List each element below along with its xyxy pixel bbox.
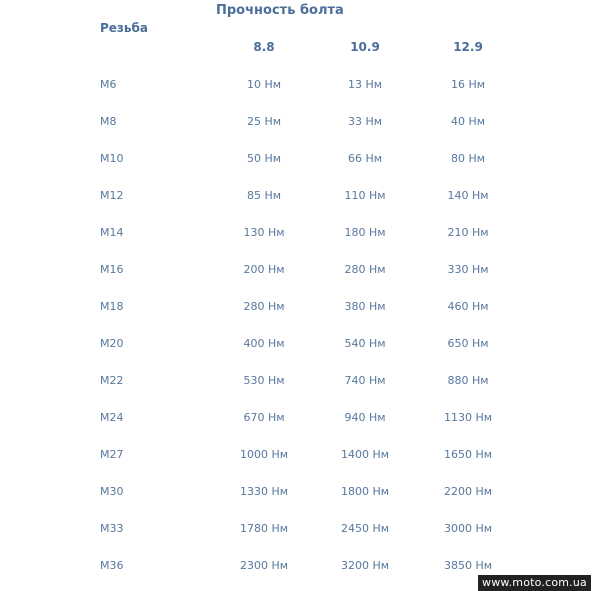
- table-row: [0, 112, 593, 132]
- torque-value: 400 Нм: [243, 337, 285, 350]
- torque-value: 1000 Нм: [239, 448, 289, 461]
- thread-column-header: Резьба: [100, 21, 148, 35]
- torque-value: 2300 Нм: [239, 559, 289, 572]
- torque-value: 1650 Нм: [443, 448, 493, 461]
- torque-value: 3200 Нм: [340, 559, 390, 572]
- torque-value: 3850 Нм: [443, 559, 493, 572]
- torque-value: 10 Нм: [246, 78, 282, 91]
- table-row: [0, 519, 593, 539]
- thread-size: M10: [100, 152, 124, 165]
- thread-size: M30: [100, 485, 124, 498]
- thread-size: M8: [100, 115, 117, 128]
- torque-value: 380 Нм: [344, 300, 386, 313]
- table-row: [0, 556, 593, 576]
- torque-value: 530 Нм: [243, 374, 285, 387]
- thread-size: M27: [100, 448, 124, 461]
- torque-value: 670 Нм: [243, 411, 285, 424]
- thread-size: M12: [100, 189, 124, 202]
- torque-value: 2450 Нм: [340, 522, 390, 535]
- table-row: [0, 334, 593, 354]
- torque-value: 80 Нм: [450, 152, 486, 165]
- torque-value: 280 Нм: [243, 300, 285, 313]
- thread-size: M22: [100, 374, 124, 387]
- thread-size: M24: [100, 411, 124, 424]
- torque-value: 940 Нм: [344, 411, 386, 424]
- torque-value: 1780 Нм: [239, 522, 289, 535]
- thread-size: M33: [100, 522, 124, 535]
- torque-value: 330 Нм: [447, 263, 489, 276]
- table-row: [0, 186, 593, 206]
- torque-value: 650 Нм: [447, 337, 489, 350]
- torque-value: 880 Нм: [447, 374, 489, 387]
- torque-value: 2200 Нм: [443, 485, 493, 498]
- torque-value: 33 Нм: [347, 115, 383, 128]
- torque-value: 280 Нм: [344, 263, 386, 276]
- table-title: Прочность болта: [216, 3, 344, 18]
- torque-value: 1330 Нм: [239, 485, 289, 498]
- table-row: [0, 408, 593, 428]
- torque-value: 16 Нм: [450, 78, 486, 91]
- table-row: [0, 297, 593, 317]
- torque-value: 50 Нм: [246, 152, 282, 165]
- table-row: [0, 482, 593, 502]
- torque-value: 180 Нм: [344, 226, 386, 239]
- torque-value: 210 Нм: [447, 226, 489, 239]
- table-row: [0, 75, 593, 95]
- torque-value: 13 Нм: [347, 78, 383, 91]
- torque-value: 85 Нм: [246, 189, 282, 202]
- thread-size: M14: [100, 226, 124, 239]
- table-row: [0, 371, 593, 391]
- thread-size: M36: [100, 559, 124, 572]
- torque-value: 66 Нм: [347, 152, 383, 165]
- site-watermark: www.moto.com.ua: [478, 575, 591, 591]
- thread-size: M16: [100, 263, 124, 276]
- torque-value: 140 Нм: [447, 189, 489, 202]
- grade-header-10-9: 10.9: [350, 40, 380, 54]
- thread-size: M6: [100, 78, 117, 91]
- torque-value: 25 Нм: [246, 115, 282, 128]
- grade-header-8-8: 8.8: [253, 40, 275, 54]
- table-row: [0, 223, 593, 243]
- torque-value: 200 Нм: [243, 263, 285, 276]
- torque-value: 540 Нм: [344, 337, 386, 350]
- thread-size: M20: [100, 337, 124, 350]
- torque-value: 1130 Нм: [443, 411, 493, 424]
- torque-value: 740 Нм: [344, 374, 386, 387]
- table-row: [0, 149, 593, 169]
- torque-value: 460 Нм: [447, 300, 489, 313]
- thread-size: M18: [100, 300, 124, 313]
- grade-header-12-9: 12.9: [453, 40, 483, 54]
- torque-value: 1400 Нм: [340, 448, 390, 461]
- torque-value: 40 Нм: [450, 115, 486, 128]
- table-row: [0, 260, 593, 280]
- torque-value: 3000 Нм: [443, 522, 493, 535]
- torque-value: 130 Нм: [243, 226, 285, 239]
- table-row: [0, 445, 593, 465]
- torque-value: 110 Нм: [344, 189, 386, 202]
- torque-value: 1800 Нм: [340, 485, 390, 498]
